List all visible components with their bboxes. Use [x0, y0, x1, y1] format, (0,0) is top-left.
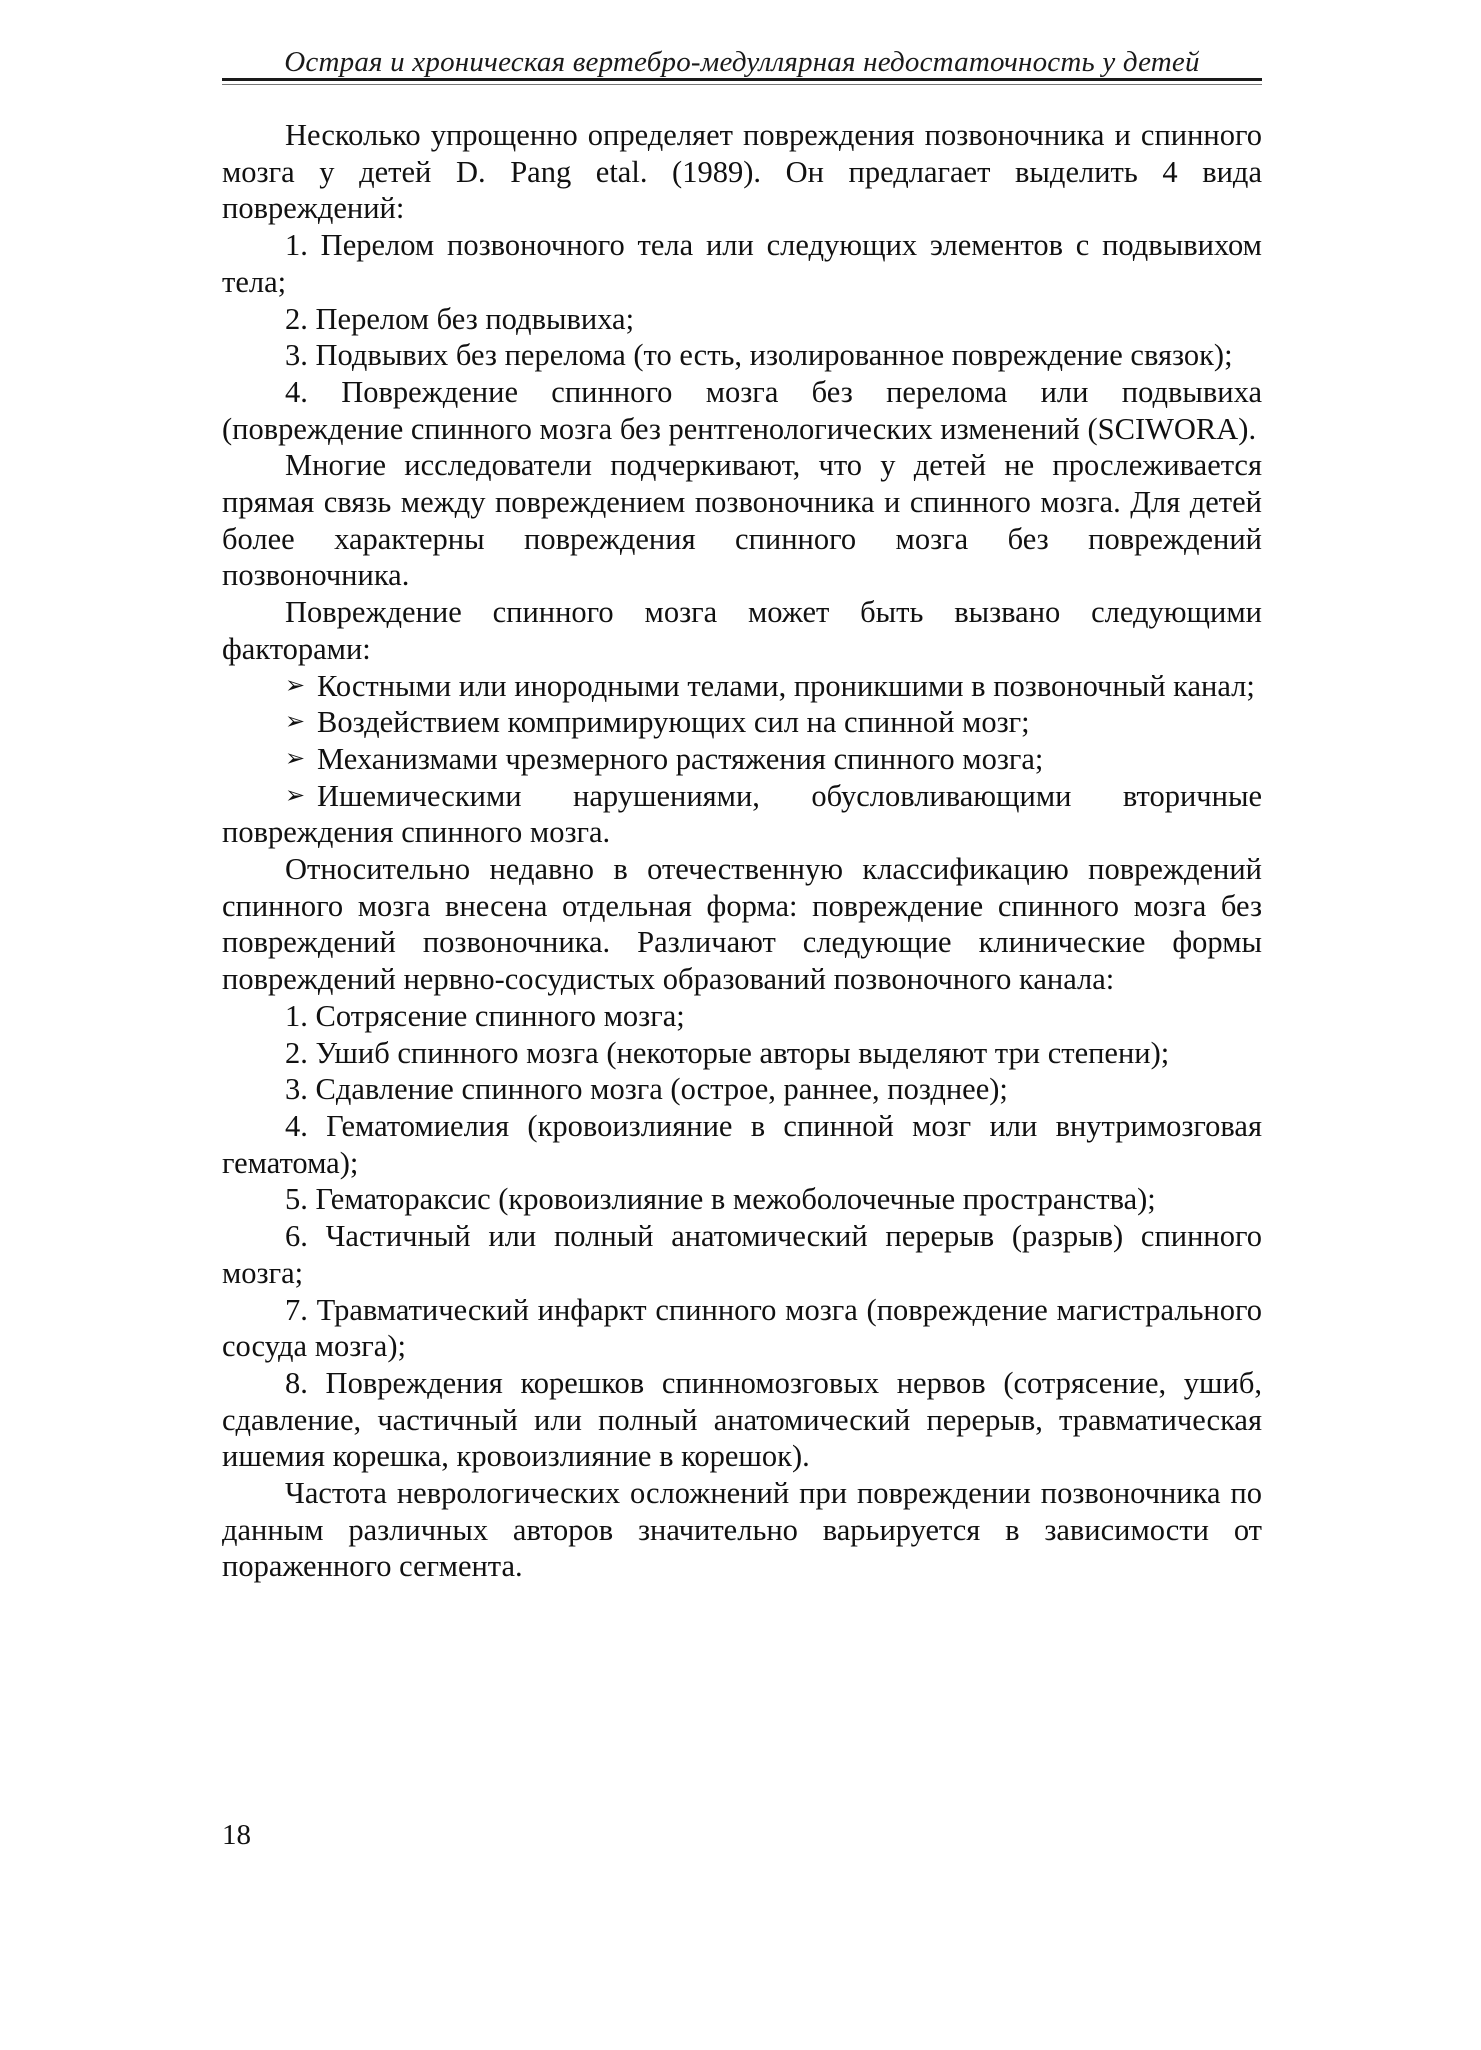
paragraph-classification: Относительно недавно в отечественную классификацию повреждений спинного мозга внесена отдельная форма: повреждение спинного мозга без повреждений позвоночника. Различают следующие клинические формы повреждений нервно-сосудистых образований позвоночного канала:	[222, 852, 1262, 997]
paragraph-researchers: Многие исследователи подчеркивают, что у детей не прослеживается прямая связь между повреждением позвоночника и спинного мозга. Для детей более характерны повреждения спинного мозга без повреждений позвоночника.	[222, 448, 1262, 593]
list-item-form-8: 8. Повреждения корешков спинномозговых нервов (сотрясение, ушиб, сдавление, частичный или полный анатомический перерыв, травматическая ишемия корешка, кровоизлияние в корешок).	[222, 1365, 1262, 1474]
bullet-item-3	[222, 741, 1262, 778]
header-rule-secondary	[222, 84, 1262, 85]
page-number: 18	[222, 1819, 251, 1851]
list-item-form-5: 5. Гематораксис (кровоизлияние в межоболочечные пространства);	[285, 1182, 1156, 1217]
body-text	[222, 117, 1262, 1585]
list-item-form-4: 4. Гематомиелия (кровоизлияние в спинной мозг или внутримозговая гематома);	[222, 1108, 1262, 1180]
bullet-text-3: Механизмами чрезмерного растяжения спинного мозга;	[317, 741, 1044, 776]
bullet-item-1	[222, 668, 1262, 705]
running-header: Острая и хроническая вертебро-медуллярная недостаточность у детей	[284, 46, 1200, 78]
list-item-form-1: 1. Сотрясение спинного мозга;	[285, 998, 685, 1033]
header-rule	[222, 78, 1262, 81]
bullet-arrow-icon: ➢	[285, 672, 306, 699]
list-item-injury-1: 1. Перелом позвоночного тела или следующих элементов с подвывихом тела;	[222, 228, 1262, 299]
list-item-injury-2: 2. Перелом без подвывиха;	[285, 301, 635, 336]
bullet-text-2: Воздействием компримирующих сил на спинной мозг;	[317, 705, 1030, 740]
list-item-form-7: 7. Травматический инфаркт спинного мозга (повреждение магистрального сосуда мозга);	[222, 1292, 1262, 1364]
bullet-arrow-icon: ➢	[285, 782, 306, 809]
bullet-arrow-icon: ➢	[285, 745, 306, 772]
list-item-form-6: 6. Частичный или полный анатомический перерыв (разрыв) спинного мозга;	[222, 1219, 1262, 1290]
list-item-injury-4: 4. Повреждение спинного мозга без перелома или подвывиха (повреждение спинного мозга без рентгенологических изменений (SCIWORA).	[222, 374, 1262, 446]
list-item-injury-3: 3. Подвывих без перелома (то есть, изолированное повреждение связок);	[285, 338, 1233, 373]
bullet-text-1: Костными или инородными телами, проникшими в позвоночный канал;	[317, 668, 1255, 703]
bullet-text-4: Ишемическими нарушениями, обусловливающими вторичные повреждения спинного мозга.	[222, 778, 1262, 850]
paragraph-intro: Несколько упрощенно определяет повреждения позвоночника и спинного мозга у детей D. Pang etal. (1989). Он предлагает выделить 4 вида повреждений:	[222, 118, 1262, 226]
paragraph-closing: Частота неврологических осложнений при повреждении позвоночника по данным различных авторов значительно варьируется в зависимости от пораженного сегмента.	[222, 1476, 1262, 1584]
bullet-arrow-icon: ➢	[285, 709, 306, 736]
list-item-form-2: 2. Ушиб спинного мозга (некоторые авторы выделяют три степени);	[285, 1035, 1170, 1070]
bullet-item-2	[222, 704, 1262, 741]
bullet-item-4	[222, 778, 1262, 851]
list-item-form-3: 3. Сдавление спинного мозга (острое, раннее, позднее);	[285, 1072, 1008, 1107]
paragraph-factors-intro: Повреждение спинного мозга может быть вызвано следующими факторами:	[222, 595, 1262, 666]
